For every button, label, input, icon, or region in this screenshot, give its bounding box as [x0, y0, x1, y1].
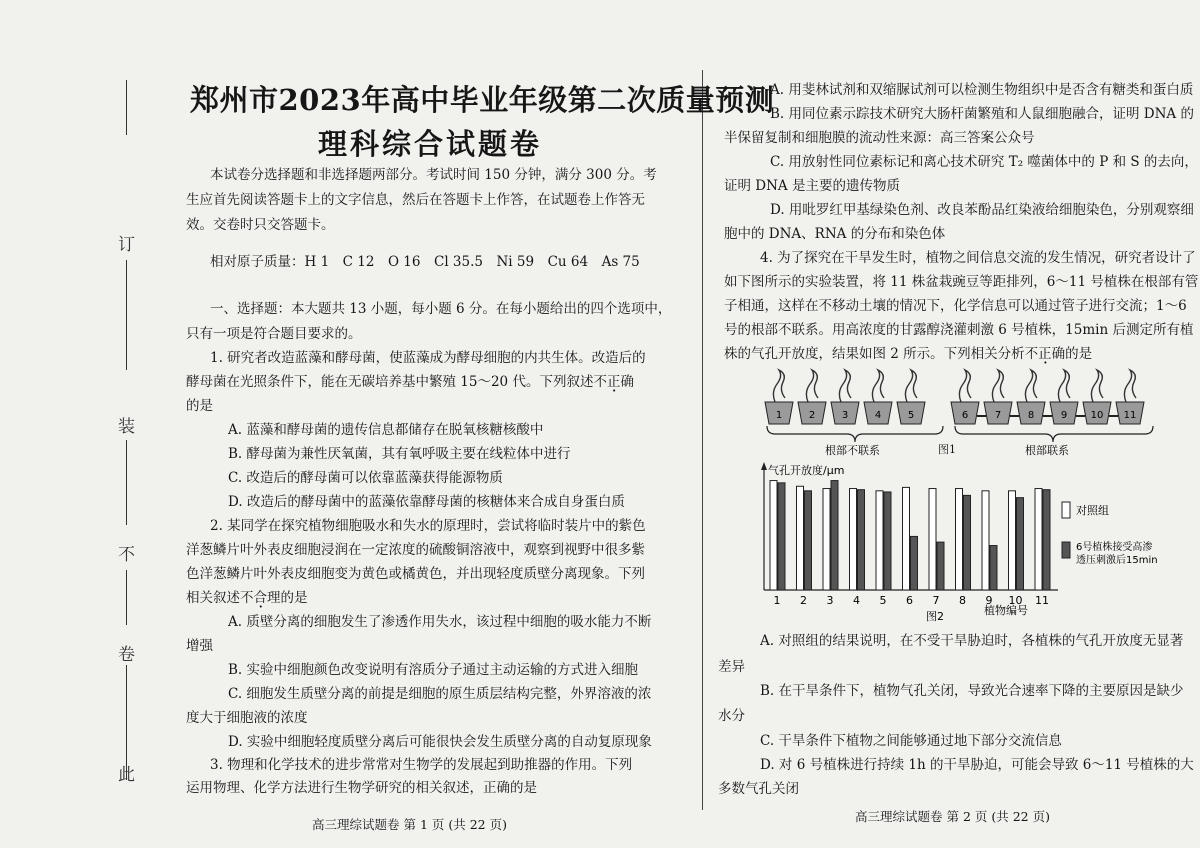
- bar-control-7: [929, 489, 936, 590]
- pot-number: 2: [808, 410, 816, 421]
- plant: [1091, 370, 1103, 402]
- x-tick-label: 8: [959, 594, 966, 607]
- q3-stem: 运用物理、化学方法进行生物学研究的相关叙述，正确的是: [186, 780, 537, 796]
- plant: [1058, 370, 1070, 402]
- exam-title: 郑州市2023年高中毕业年级第二次质量预测: [190, 83, 775, 117]
- page-divider: [702, 70, 703, 810]
- bar-treated-5: [884, 492, 891, 590]
- binding-line: [126, 80, 127, 135]
- bar-treated-7: [937, 542, 944, 590]
- q4-option-a: A. 对照组的结果说明，在不受干旱胁迫时，各植株的气孔开放度无显著: [760, 633, 1184, 649]
- bar-control-10: [1009, 491, 1016, 590]
- plant: [839, 370, 851, 402]
- x-tick-label: 10: [1008, 594, 1023, 607]
- q2-option-a: 增强: [186, 638, 213, 654]
- legend-label-treated-2: 透压刺激后15min: [1076, 555, 1158, 566]
- figure1-caption: 图1: [938, 443, 956, 456]
- x-axis-label: 植物编号: [984, 604, 1028, 617]
- q4-stem: 号的根部不联系。用高浓度的甘露醇浇灌刺激 6 号植株，15min 后测定所有植: [724, 322, 1194, 338]
- x-tick-label: 6: [906, 594, 913, 607]
- q2-stem: 洋葱鳞片叶外表皮细胞浸润在一定浓度的硫酸铜溶液中，观察到视野中很多紫: [186, 542, 645, 558]
- section-header: 只有一项是符合题目要求的。: [186, 326, 362, 342]
- emphasis: 不合理: [240, 590, 281, 606]
- q4-option-b: 水分: [718, 708, 745, 724]
- q4-stem: 如下图所示的实验装置，将 11 株盆栽豌豆等距排列，6～11 号植株在根部有管: [724, 274, 1199, 290]
- bar-control-9: [982, 491, 989, 590]
- q1-stem: 酵母菌在光照条件下，能在无碳培养基中繁殖 15～20 代。下列叙述不正确: [186, 374, 634, 390]
- legend-label-treated-1: 6号植株接受高渗: [1076, 542, 1153, 553]
- pot-6: [951, 370, 986, 424]
- x-tick-label: 3: [826, 594, 834, 607]
- pot-number: 10: [1090, 410, 1104, 421]
- binding-line: [126, 570, 127, 625]
- exam-subtitle: 理科综合试题卷: [318, 127, 543, 161]
- pot-4: [864, 370, 892, 424]
- bar-treated-1: [778, 483, 785, 590]
- brace-right: [955, 426, 1153, 442]
- q3-option-d: D. 用吡罗红甲基绿染色剂、改良苯酚品红染液给细胞染色，分别观察细: [770, 202, 1194, 218]
- x-tick-label: 7: [932, 594, 940, 607]
- intro-line: 生应首先阅读答题卡上的文字信息，然后在答题卡上作答，在试题卷上作答无: [186, 192, 645, 208]
- figure2-chart: [758, 462, 1188, 622]
- plant: [1124, 370, 1136, 402]
- q1-option-c: C. 改造后的酵母菌可以依靠蓝藻获得能源物质: [228, 470, 503, 486]
- pot-5: [897, 370, 925, 424]
- q2-option-c: 度大于细胞液的浓度: [186, 710, 308, 726]
- bar-control-3: [823, 489, 830, 590]
- plant: [872, 370, 884, 402]
- y-axis-label: 气孔开放度/μm: [768, 464, 845, 477]
- q2-stem: 相关叙述不合理的是: [186, 590, 308, 606]
- margin-char: 装: [118, 417, 135, 437]
- q4-option-a: 差异: [718, 659, 745, 675]
- bar-treated-6: [911, 536, 918, 590]
- q4-stem: 子相通，这样在不移动土壤的情况下，化学信息可以通过管子进行交流；1～6: [724, 298, 1187, 314]
- bar-treated-3: [831, 481, 838, 590]
- margin-char: 不: [118, 545, 135, 565]
- q2-option-b: B. 实验中细胞颜色改变说明有溶质分子通过主动运输的方式进入细胞: [228, 662, 639, 678]
- margin-char: 卷: [118, 645, 135, 665]
- pot-11: [1116, 370, 1144, 424]
- brace-left: [767, 426, 943, 442]
- bar-treated-8: [964, 495, 971, 590]
- bar-treated-4: [858, 490, 865, 590]
- pot-number: 1: [775, 410, 783, 421]
- pot-number: 4: [874, 410, 882, 421]
- pot-number: 5: [907, 410, 915, 421]
- bar-treated-2: [805, 491, 812, 590]
- q1-stem: 的是: [186, 398, 213, 414]
- pot-number: 9: [1060, 410, 1068, 421]
- section-header: 一、选择题：本大题共 13 小题，每小题 6 分。在每小题给出的四个选项中，: [210, 301, 672, 317]
- y-axis-arrow: [761, 462, 767, 470]
- q3-stem: 3. 物理和化学技术的进步常常对生物学的发展起到助推器的作用。下列: [210, 757, 633, 773]
- q1-option-d: D. 改造后的酵母菌中的蓝藻依靠酵母菌的核糖体来合成自身蛋白质: [228, 494, 625, 510]
- pot-2: [798, 370, 826, 424]
- plant: [806, 370, 818, 402]
- page-footer: 高三理综试题卷 第 1 页 (共 22 页): [312, 817, 507, 832]
- atomic-masses: 相对原子质量：H 1 C 12 O 16 Cl 35.5 Ni 59 Cu 64 As 75: [210, 254, 640, 270]
- bar-control-1: [770, 481, 777, 590]
- binding-line: [126, 260, 127, 370]
- x-tick-label: 1: [773, 594, 781, 607]
- pot-8: [1017, 370, 1052, 424]
- pot-9: [1050, 370, 1085, 424]
- q1-option-b: B. 酵母菌为兼性厌氧菌，其有氧呼吸主要在线粒体中进行: [228, 446, 571, 462]
- q2-option-c: C. 细胞发生质壁分离的前提是细胞的原生质层结构完整，外界溶液的浓: [228, 686, 652, 702]
- bar-treated-9: [990, 546, 997, 590]
- bar-control-6: [903, 487, 910, 590]
- figure2-caption: 图2: [926, 610, 944, 622]
- figure1-label-left: 根部不联系: [825, 444, 880, 457]
- legend-swatch-treated: [1062, 542, 1070, 558]
- q3-option-c: C. 用放射性同位素标记和离心技术研究 T₂ 噬菌体中的 P 和 S 的去向，: [770, 154, 1198, 170]
- bar-treated-11: [1043, 490, 1050, 590]
- pot-number: 3: [841, 410, 849, 421]
- pot-number: 11: [1123, 410, 1137, 421]
- q3-option-a: A. 用斐林试剂和双缩脲试剂可以检测生物组织中是否含有糖类和蛋白质: [770, 82, 1194, 98]
- plant: [905, 370, 917, 402]
- pot-10: [1083, 370, 1118, 424]
- pot-3: [831, 370, 859, 424]
- pot-1: [765, 370, 793, 424]
- q4-option-d: 多数气孔关闭: [718, 781, 799, 797]
- q4-stem: 4. 为了探究在干旱发生时，植物之间信息交流的发生情况，研究者设计了: [760, 250, 1196, 266]
- figure1-diagram: [755, 368, 1195, 460]
- margin-char: 此: [118, 765, 135, 785]
- bar-control-5: [876, 491, 883, 590]
- margin-char: 订: [118, 235, 135, 255]
- emphasis: 不正确: [593, 374, 634, 390]
- bar-treated-10: [1017, 498, 1024, 590]
- q2-option-a: A. 质壁分离的细胞发生了渗透作用失水，该过程中细胞的吸水能力不断: [228, 614, 652, 630]
- q3-option-b: B. 用同位素示踪技术研究大肠杆菌繁殖和人鼠细胞融合，证明 DNA 的: [770, 106, 1194, 122]
- q4-stem: 株的气孔开放度，结果如图 2 所示。下列相关分析不正确的是: [724, 346, 1093, 362]
- plant: [1025, 370, 1037, 402]
- x-tick-label: 2: [800, 594, 807, 607]
- x-tick-label: 4: [853, 594, 860, 607]
- plant: [959, 370, 971, 402]
- q2-stem: 色洋葱鳞片叶外表皮细胞变为黄色或橘黄色，并出现轻度质壁分离现象。下列: [186, 566, 645, 582]
- legend-label-control: 对照组: [1076, 504, 1109, 517]
- bar-control-4: [850, 489, 857, 590]
- x-tick-label: 5: [879, 594, 887, 607]
- q1-option-a: A. 蓝藻和酵母菌的遗传信息都储存在脱氧核糖核酸中: [228, 422, 544, 438]
- q3-option-d: 胞中的 DNA、RNA 的分布和染色体: [724, 226, 946, 242]
- pot-7: [984, 370, 1019, 424]
- pot-number: 7: [994, 410, 1002, 421]
- x-tick-label: 11: [1035, 594, 1049, 607]
- page-footer: 高三理综试题卷 第 2 页 (共 22 页): [855, 809, 1050, 824]
- intro-line: 效。交卷时只交答题卡。: [186, 217, 335, 233]
- legend-swatch-control: [1062, 502, 1070, 518]
- plant: [992, 370, 1004, 402]
- bar-control-11: [1035, 489, 1042, 590]
- q1-stem: 1. 研究者改造蓝藻和酵母菌，使蓝藻成为酵母细胞的内共生体。改造后的: [210, 350, 646, 366]
- plant: [773, 370, 785, 402]
- x-tick-label: 9: [985, 594, 993, 607]
- pot-number: 8: [1027, 410, 1035, 421]
- q4-option-d: D. 对 6 号植株进行持续 1h 的干旱胁迫，可能会导致 6～11 号植株的大: [760, 757, 1194, 773]
- pot-number: 6: [961, 410, 969, 421]
- q4-option-b: B. 在干旱条件下，植物气孔关闭，导致光合速率下降的主要原因是缺少: [760, 683, 1184, 699]
- bar-control-2: [797, 486, 804, 590]
- q3-option-b: 半保留复制和细胞膜的流动性来源：高三答案公众号: [724, 130, 1035, 146]
- emphasis: 不正确: [1024, 346, 1066, 362]
- binding-line: [126, 440, 127, 525]
- q2-stem: 2. 某同学在探究植物细胞吸水和失水的原理时，尝试将临时装片中的紫色: [210, 518, 646, 534]
- figure1-label-right: 根部联系: [1025, 444, 1069, 457]
- q4-option-c: C. 干旱条件下植物之间能够通过地下部分交流信息: [760, 733, 1062, 749]
- bar-control-8: [956, 489, 963, 590]
- intro-line: 本试卷分选择题和非选择题两部分。考试时间 150 分钟，满分 300 分。考: [210, 167, 657, 183]
- q2-option-d: D. 实验中细胞轻度质壁分离后可能很快会发生质壁分离的自动复原现象: [228, 734, 652, 750]
- q3-option-c: 证明 DNA 是主要的遗传物质: [724, 178, 900, 194]
